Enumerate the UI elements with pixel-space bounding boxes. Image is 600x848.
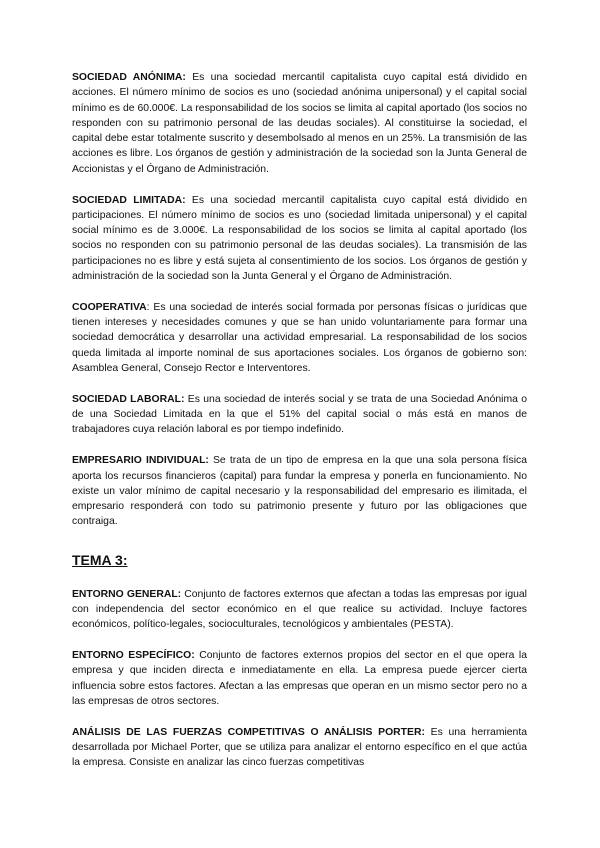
term-analisis-porter: ANÁLISIS DE LAS FUERZAS COMPETITIVAS O ANÁLISIS PORTER:: [72, 726, 425, 738]
term-empresario-individual: EMPRESARIO INDIVIDUAL:: [72, 455, 209, 467]
paragraph-analisis-porter: [72, 725, 527, 771]
definition-sociedad-limitada: Es una sociedad mercantil capitalista cuyo capital está dividido en participaciones. El número mínimo de socios es uno (sociedad limitada unipersonal) y el capital social mínimo es de 3.000€. La responsabilidad de los socios se limita al capital aportado (los socios no responden con su patrimonio personal de las deudas sociales). La transmisión de las participaciones no es libre y está sujeta al consentimiento de los socios. Los órganos de gestión y administración de la sociedad son la Junta General y el Órgano de Administración.: [72, 194, 527, 283]
paragraph-cooperativa: [72, 300, 527, 376]
paragraph-sociedad-anonima: [72, 70, 527, 177]
definition-empresario-individual: Se trata de un tipo de empresa en la que una sola persona física aporta los recursos financieros (capital) para fundar la empresa y ponerla en funcionamiento. No existe un valor mínimo de capital necesario y la responsabilidad del empresario es ilimitada, el empresario responderá con todo su patrimonio presente y futuro por las obligaciones que contraiga.: [72, 455, 527, 528]
definition-entorno-especifico: Conjunto de factores externos propios del sector en el que opera la empresa y que inciden directa e inmediatamente en ella. La empresa puede ejercer cierta influencia sobre estos factores. Afectan a las empresas que operan en un mismo sector pero no a las empresas de otros sectores.: [72, 650, 527, 707]
term-sociedad-anonima: SOCIEDAD ANÓNIMA:: [72, 72, 186, 83]
paragraph-entorno-general: [72, 587, 527, 633]
paragraph-empresario-individual: [72, 453, 527, 529]
document-page: [72, 70, 527, 786]
term-sociedad-laboral: SOCIEDAD LABORAL:: [72, 393, 185, 405]
definition-sociedad-anonima: Es una sociedad mercantil capitalista cuyo capital está dividido en acciones. El número mínimo de socios es uno (sociedad anónima unipersonal) y el capital social mínimo es de 60.000€. La responsabilidad de los socios se limita al capital aportado (los socios no responden con su patrimonio personal de las deudas sociales). Al constituirse la sociedad, el capital debe estar totalmente suscrito y desembolsado al menos en un 25%. La transmisión de las acciones es libre. Los órganos de gestión y administración de la sociedad son la Junta General de Accionistas y el Órgano de Administración.: [72, 72, 527, 175]
definition-entorno-general: Conjunto de factores externos que afectan a todas las empresas por igual con independencia del sector económico en el que realice su actividad. Incluye factores económicos, político-legales, socioculturales, tecnológicos y ambientales (PESTA).: [72, 588, 527, 631]
section-heading-tema-3: TEMA 3:: [72, 551, 128, 568]
definition-analisis-porter: Es una herramienta desarrollada por Michael Porter, que se utiliza para analizar el entorno específico en el que actúa la empresa. Consiste en analizar las cinco fuerzas competitivas: [72, 726, 528, 769]
term-cooperativa: COOPERATIVA: [72, 301, 147, 313]
term-sociedad-limitada: SOCIEDAD LIMITADA:: [72, 194, 186, 206]
definition-sociedad-laboral: Es una sociedad de interés social y se trata de una Sociedad Anónima o de una Sociedad Limitada en la que el 51% del capital social o más está en manos de trabajadores cuya relación laboral es por tiempo indefinido.: [72, 393, 528, 436]
paragraph-sociedad-laboral: [72, 392, 527, 438]
paragraph-sociedad-limitada: [72, 193, 527, 285]
definition-cooperativa: : Es una sociedad de interés social formada por personas físicas o jurídicas que tienen intereses y necesidades comunes y que se han unido voluntariamente para formar una sociedad democrática y desarrollar una actividad empresarial. La responsabilidad de los socios queda limitada al importe nominal de sus aportaciones sociales. Los órganos de gobierno son: Asamblea General, Consejo Rector e Interventores.: [72, 301, 527, 375]
term-entorno-especifico: ENTORNO ESPECÍFICO:: [72, 650, 195, 662]
paragraph-entorno-especifico: [72, 648, 527, 709]
term-entorno-general: ENTORNO GENERAL:: [72, 588, 182, 600]
